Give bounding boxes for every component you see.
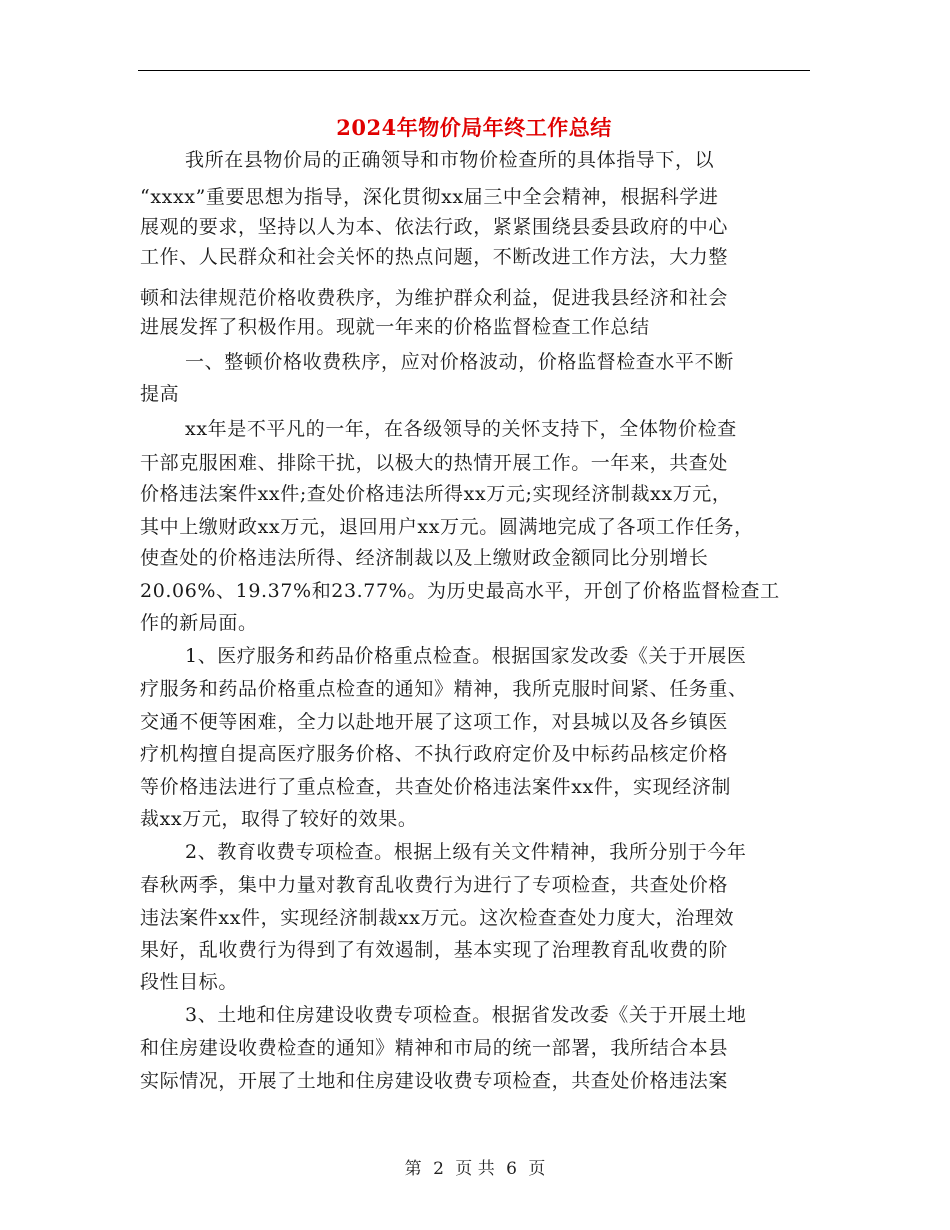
text-line: 1、医疗服务和药品价格重点检查。根据国家发改委《关于开展医 (185, 645, 747, 667)
text-line: 春秋两季，集中力量对教育乱收费行为进行了专项检查，共查处价格 (140, 874, 729, 896)
footer-suffix: 页 (528, 1159, 546, 1179)
text-line: 等价格违法进行了重点检查，共查处价格违法案件xx件，实现经济制 (140, 776, 732, 798)
text-line: 果好，乱收费行为得到了有效遏制，基本实现了治理教育乱收费的阶 (140, 939, 729, 961)
text-line: 提高 (140, 383, 180, 405)
text-line: 交通不便等困难，全力以赴地开展了这项工作，对县城以及各乡镇医 (140, 711, 729, 733)
text-line: 2、教育收费专项检查。根据上级有关文件精神，我所分别于今年 (185, 841, 747, 863)
text-line: xx年是不平凡的一年，在各级领导的关怀支持下，全体物价检查 (185, 418, 737, 440)
text-line: 裁xx万元，取得了较好的效果。 (140, 808, 418, 830)
text-line: 价格违法案件xx件;查处价格违法所得xx万元;实现经济制裁xx万元， (140, 483, 732, 505)
page-number: 2 (433, 1159, 444, 1179)
text-line: 和住房建设收费检查的通知》精神和市局的统一部署，我所结合本县 (140, 1037, 729, 1059)
text-line: 干部克服困难、排除干扰，以极大的热情开展工作。一年来，共查处 (140, 452, 729, 474)
top-rule (138, 70, 810, 71)
text-line: 实际情况，开展了土地和住房建设收费专项检查，共查处价格违法案 (140, 1070, 729, 1092)
text-line: 我所在县物价局的正确领导和市物价检查所的具体指导下，以 (185, 149, 715, 171)
document-title: 2024年物价局年终工作总结 (336, 115, 612, 140)
text-line: 疗服务和药品价格重点检查的通知》精神，我所克服时间紧、任务重、 (140, 678, 748, 700)
text-line: 20.06%、19.37%和23.77%。为历史最高水平，开创了价格监督检查工 (140, 580, 780, 602)
footer-middle: 页 共 (455, 1159, 495, 1179)
text-line: 使查处的价格违法所得、经济制裁以及上缴财政金额同比分别增长 (140, 547, 709, 569)
text-line: 违法案件xx件，实现经济制裁xx万元。这次检查查处力度大，治理效 (140, 907, 735, 929)
page-total: 6 (506, 1159, 517, 1179)
text-line: “xxxx”重要思想为指导，深化贯彻xx届三中全会精神，根据科学进 (140, 186, 719, 208)
text-line: 段性目标。 (140, 971, 239, 993)
text-line: 作的新局面。 (140, 612, 258, 634)
footer-prefix: 第 (404, 1159, 422, 1179)
text-line: 进展发挥了积极作用。现就一年来的价格监督检查工作总结 (140, 316, 650, 338)
text-line: 顿和法律规范价格收费秩序，为维护群众利益，促进我县经济和社会 (140, 287, 729, 309)
text-line: 一、整顿价格收费秩序，应对价格波动，价格监督检查水平不断 (185, 351, 734, 373)
text-line: 疗机构擅自提高医疗服务价格、不执行政府定价及中标药品核定价格 (140, 743, 729, 765)
text-line: 展观的要求，坚持以人为本、依法行政，紧紧围绕县委县政府的中心 (140, 216, 729, 238)
text-line: 工作、人民群众和社会关怀的热点问题，不断改进工作方法，大力整 (140, 246, 729, 268)
text-line: 其中上缴财政xx万元，退回用户xx万元。圆满地完成了各项工作任务， (140, 516, 754, 538)
text-line: 3、土地和住房建设收费专项检查。根据省发改委《关于开展土地 (185, 1004, 747, 1026)
page-footer (0, 1154, 950, 1179)
